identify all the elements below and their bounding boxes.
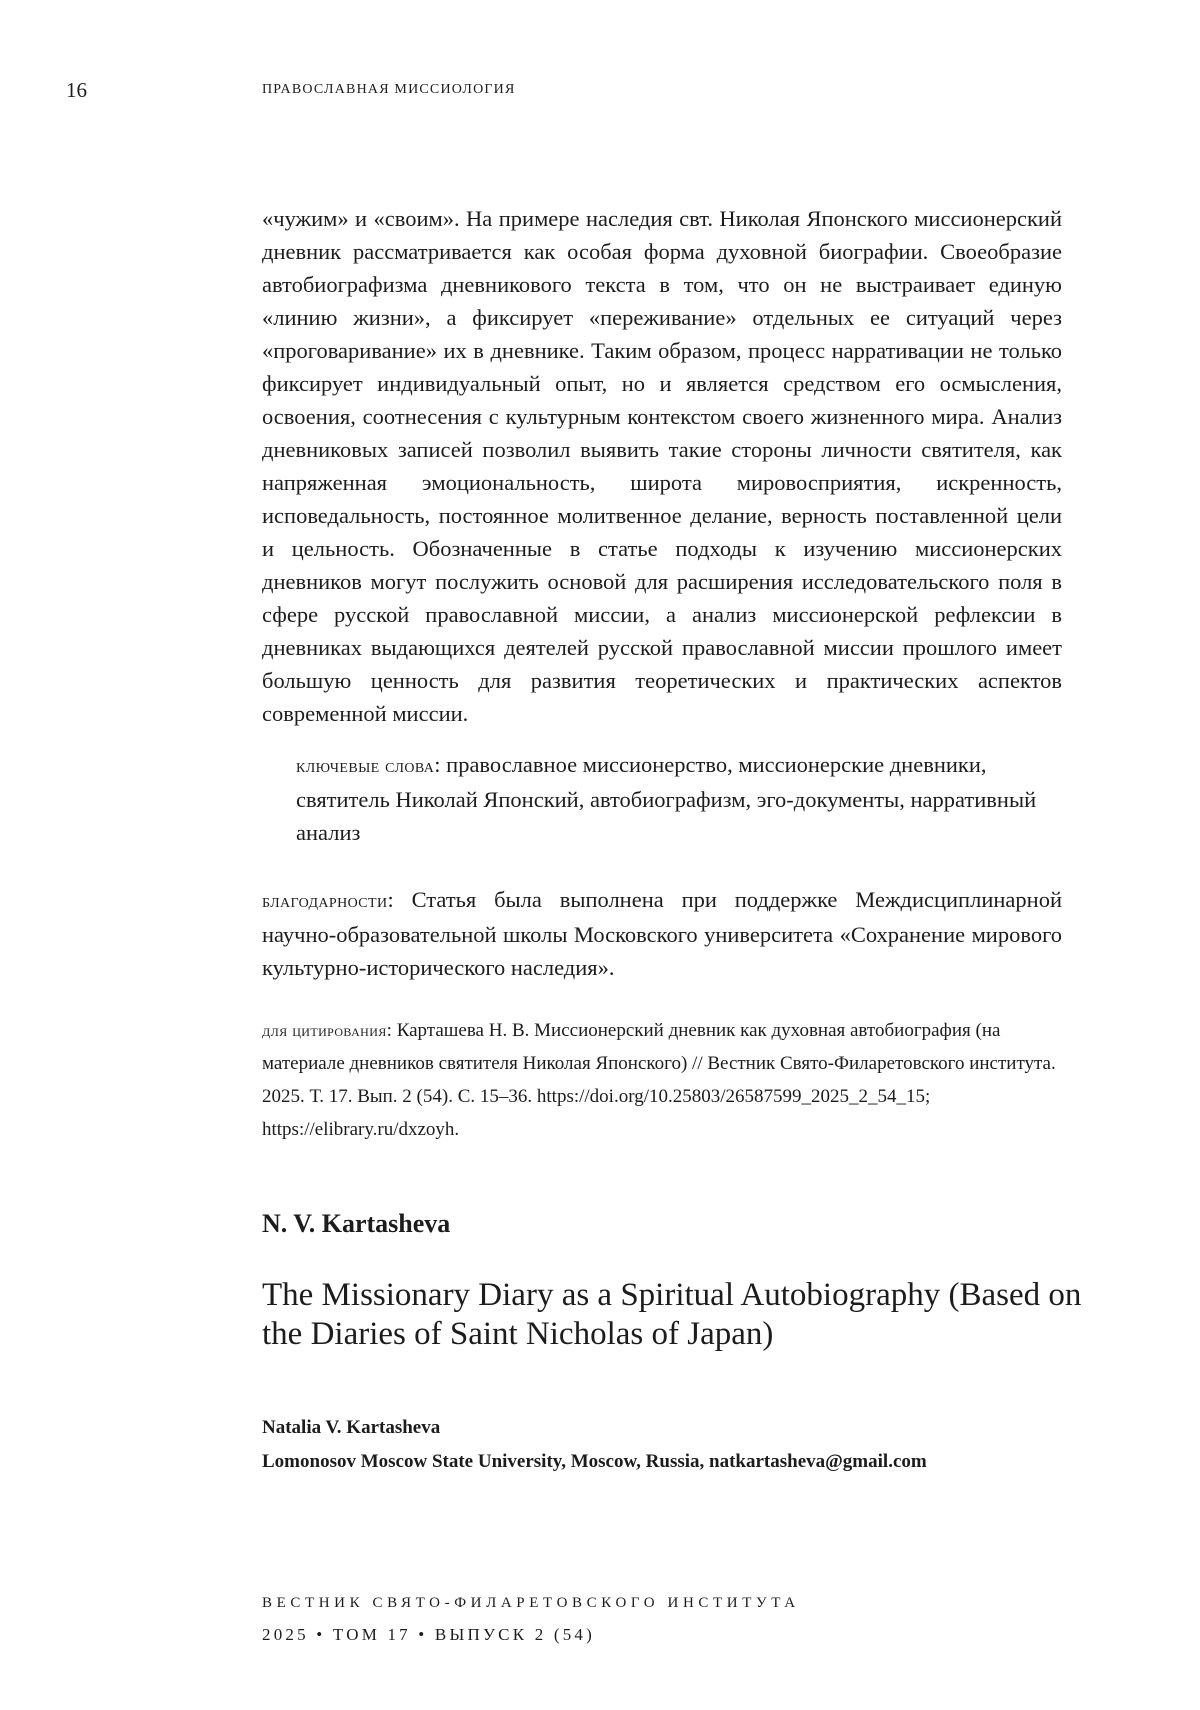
acknowledgments-label: благодарности (262, 890, 388, 912)
keywords: ключевые слова: православное миссионерство, миссионерские дневники, святитель Николай Японский, автобиографизм, эго-документы, нарративный анализ (296, 752, 1037, 845)
article-title: The Missionary Diary as a Spiritual Autobiography (Based on the Diaries of Saint Nicholas of Japan) (262, 1277, 1082, 1352)
citation: для цитирования: Карташева Н. В. Миссионерский дневник как духовная автобиография (на материале дневников святителя Николая Японского) // Вестник Свято-Филаретовского института. 2025. Т. 17. Вып. 2 (54). С. 15–36. https://doi.org/10.25803/26587599_2025_2_54_15; https://elibrary.ru/dxzoyh. (262, 1020, 1056, 1140)
affiliation-name: Natalia V. Kartasheva (262, 1417, 441, 1438)
acknowledgments-text: Статья была выполнена при поддержке Междисциплинарной научно-образовательной школы Московского университета «Сохранение мирового культурно-исторического наследия». (262, 887, 1062, 980)
keywords-label: ключевые слова (296, 755, 435, 777)
running-head: ПРАВОСЛАВНАЯ МИССИОЛОГИЯ (262, 82, 516, 97)
keywords-text: православное миссионерство, миссионерские дневники, святитель Николай Японский, автобиографизм, эго-документы, нарративный анализ (296, 752, 1037, 845)
citation-label: для цитирования (262, 1021, 387, 1040)
acknowledgments: благодарности: Статья была выполнена при поддержке Междисциплинарной научно-образовательной школы Московского университета «Сохранение мирового культурно-исторического наследия». (262, 887, 1062, 980)
author-name: N. V. Kartasheva (262, 1209, 451, 1238)
affiliation-line: Lomonosov Moscow State University, Moscow, Russia, natkartasheva@gmail.com (262, 1451, 927, 1472)
footer-journal: ВЕСТНИК СВЯТО-ФИЛАРЕТОВСКОГО ИНСТИТУТА (262, 1595, 800, 1611)
page-number: 16 (66, 78, 87, 102)
abstract-text: «чужим» и «своим». На примере наследия свт. Николая Японского миссионерский дневник рассматривается как особая форма духовной биографии. Своеобразие автобиографизма дневникового текста в том, что он не выстраивает единую «линию жизни», а фиксирует «переживание» отдельных ее ситуаций через «проговаривание» их в дневнике. Таким образом, процесс нарративации не только фиксирует индивидуальный опыт, но и является средством его осмысления, освоения, соотнесения с культурным контекстом своего жизненного мира. Анализ дневниковых записей позволил выявить такие стороны личности святителя, как напряженная эмоциональность, широта мировосприятия, искренность, исповедальность, постоянное молитвенное делание, верность поставленной цели и цельность. Обозначенные в статье подходы к изучению миссионерских дневников могут послужить основой для расширения исследовательского поля в сфере русской православной миссии, а анализ миссионерской рефлексии в дневниках выдающихся деятелей русской православной миссии прошлого имеет большую ценность для развития теоретических и практических аспектов современной миссии. (262, 205, 1062, 726)
citation-text: Карташева Н. В. Миссионерский дневник как духовная автобиография (на материале дневников святителя Николая Японского) // Вестник Свято-Филаретовского института. 2025. Т. 17. Вып. 2 (54). С. 15–36. https://doi.org/10.25803/26587599_2025_2_54_15; https://elibrary.ru/dxzoyh. (262, 1020, 1056, 1140)
footer-issue: 2025 • ТОМ 17 • ВЫПУСК 2 (54) (262, 1625, 595, 1644)
